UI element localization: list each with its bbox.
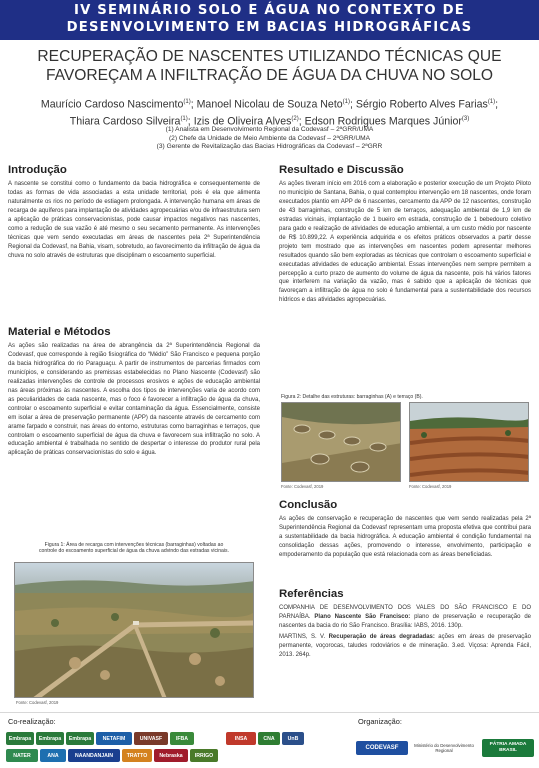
- reference-2: [279, 633, 531, 660]
- author-affil-mark: (2): [291, 115, 299, 122]
- ministry-logo: Ministério do Desenvolvimento Regional: [412, 739, 476, 757]
- aerial-landscape-image: [15, 563, 254, 698]
- organization-label: Organização:: [358, 717, 402, 726]
- author-affil-mark: (1): [487, 99, 496, 105]
- figure-2a-credit: Fonte: Codevasf, 2019: [281, 484, 324, 489]
- author-name: Manoel Nicolau de Souza Neto: [196, 98, 343, 111]
- author-separator: ;: [187, 115, 191, 128]
- author-name: Sérgio Roberto Alves Farias: [355, 98, 488, 111]
- nebraska-logo: Nebraska: [154, 749, 188, 762]
- author-name: Maurício Cardoso Nascimento: [40, 98, 184, 111]
- introduction-text: A nascente se constitui como o fundamento da bacia hidrográfica e consequentemente de todas as formas de vida associadas a esta unidade territorial, pois é ela que alimenta naturalmente os rios no período de estiagem prolongada. A intervenção humana em áreas de recarga de aquíferos para implantação de atividades agropecuárias e/ou de infraestrutura sem a aplicação de práticas conservacionistas, pode causar impactos negativos nas nascentes, como a redução de sua vazão é até mesmo o seu secamento permanente. As intervenções técnicas que vem sendo executadas em áreas de nascentes pela 2ª Superintendência Regional da Codevasf, na Bahia, visam, sobretudo, ao favorecimento da infiltração de água da chuva no solo através de estruturas que disciplinam o escoamento superficial.: [8, 181, 260, 259]
- affiliation-1: (1) Analista em Desenvolvimento Regional da Codevasf – 2ªGRR/UMA: [165, 126, 374, 133]
- references-section: [279, 588, 531, 662]
- results-section: [279, 164, 531, 305]
- methods-heading: Material e Métodos: [8, 326, 111, 338]
- conclusion-heading: Conclusão: [279, 499, 338, 511]
- author-name: Izis de Oliveira Alves: [193, 115, 292, 128]
- tratto-logo: TRATTO: [122, 749, 152, 762]
- unb-logo: UnB: [282, 732, 304, 745]
- conclusion-section: [279, 499, 531, 560]
- figure-2b-terrace-photo: [409, 402, 529, 482]
- conclusion-text: As ações de conservação e recuperação de nascentes que vem sendo realizadas pela 2ª Superintendência Regional da Codevasf representam uma proposta efetiva que contribui para a sustentabilidade da bacia hidrográfica. A educação ambiental é condição fundamental na consolidação dessas ações, promovendo o interesse, envolvimento, participação e empoderamento da população que está relacionada com as áreas beneficiadas.: [279, 516, 531, 558]
- figure-1-aerial-photo: [14, 562, 254, 698]
- author-separator: ;: [190, 98, 194, 111]
- figure-2-caption: Figura 2: Detalhe das estruturas: barraginhas (A) e terraço (B).: [281, 394, 423, 400]
- reference-2-details: ações em áreas de preservação permanente, voçorocas, taludes rodoviários e de mineração. 3.ed. Viçosa: Aprenda Fácil, 2013. 264p.: [279, 633, 531, 658]
- methods-text: As ações são realizadas na área de abrangência da 2ª Superintendência Regional da Codevasf, que corresponde à região fisiográfica do “Médio” São Francisco e pequena porção da bacia hidrográfica do rio Paraguaçu. A partir de instrumentos de parcerias firmados com municípios, e considerando as premissas estabelecidas no Plano Nascente (Codevasf) são realizadas intervenções de controle de processos erosivos e ações de educação ambiental nas áreas próximas às nascentes. A escolha dos tipos de intervenções varia de acordo com as peculiaridades de cada nascente, mas o foco é favorecer a infiltração de água da chuva, controlar o escoamento superficial e evitar contaminação da água. Essencialmente, consiste em isolar a área de preservação permanente (APP) da nascente através de cercamento com arame farpado e construir, nas áreas do entorno, estruturas como barraginhas e terraços, que controlam o escoamento superficial de água da chuva e favorecem sua infiltração no solo. A educação ambiental é trabalhada no sentido de despertar o interesse do produtor rural pela aplicação de práticas conservacionistas do solo e água.: [8, 343, 260, 457]
- banner-line-2: DESENVOLVIMENTO EM BACIAS HIDROGRÁFICAS: [66, 20, 473, 35]
- affiliation-3: (3) Gerente de Revitalização das Bacias Hidrográficas da Codevasf – 2ªGRR: [156, 143, 383, 151]
- reference-1-title: Plano Nascente São Francisco:: [314, 613, 411, 620]
- reference-2-title: Recuperação de áreas degradadas:: [328, 633, 435, 640]
- ifba-logo: IFBA: [170, 732, 194, 745]
- embrapa-logo: Embrapa: [66, 732, 94, 745]
- introduction-heading: Introdução: [8, 164, 67, 176]
- author-separator: ;: [350, 98, 353, 111]
- reference-2-authors: MARTINS, S. V.: [279, 633, 329, 640]
- banner-line-1: IV SEMINÁRIO SOLO E ÁGUA NO CONTEXTO DE: [73, 3, 465, 18]
- introduction-section: [8, 164, 260, 261]
- author-line-1: [0, 95, 539, 112]
- embrapa-logo: Embrapa: [36, 732, 64, 745]
- figure-1-caption: Figura 1: Área de recarga com intervenções técnicas (barraginhas) voltadas ao controle do escoamento superficial de água da chuva advindo das estradas vicinais.: [38, 542, 229, 555]
- author-affil-mark: (1): [180, 115, 188, 122]
- figure-2a-barraginhas-photo: [281, 402, 401, 482]
- results-heading: Resultado e Discussão: [279, 164, 404, 176]
- title-line-2: FAVOREÇAM A INFILTRAÇÃO DE ÁGUA DA CHUVA NO SOLO: [45, 67, 494, 84]
- codevasf-logo: CODEVASF: [356, 741, 408, 755]
- author-name: Edson Rodrigues Marques Júnior: [304, 115, 462, 128]
- title-line-1: RECUPERAÇÃO DE NASCENTES UTILIZANDO TÉCNICAS QUE: [37, 48, 502, 65]
- ana-logo: ANA: [40, 749, 66, 762]
- patria-amada-brasil-logo: PÁTRIA AMADA BRASIL: [482, 739, 534, 757]
- affiliation-list: [0, 126, 539, 152]
- author-separator: ;: [298, 115, 302, 128]
- reference-1-details: plano de preservação e recuperação de nascentes da bacia do rio São Francisco. Brasília: IABS, 2016. 130p.: [279, 613, 531, 629]
- irrigo-logo: IRRIGO: [190, 749, 218, 762]
- naandanjain-logo: NAANDANJAIN: [68, 749, 120, 762]
- author-list: [0, 95, 539, 128]
- nater-logo: NATER: [6, 749, 38, 762]
- poster-title: [0, 47, 539, 85]
- terrace-image: [410, 403, 529, 482]
- author-affil-mark: (3): [461, 115, 470, 122]
- netafim-logo: NETAFIM: [96, 732, 132, 745]
- methods-section: [8, 326, 260, 458]
- author-name: Thiara Cardoso Silveira: [69, 115, 181, 128]
- event-banner: [0, 0, 539, 40]
- affiliation-2: (2) Chefe da Unidade de Meio Ambiente da Codevasf – 2ªGRR/UMA: [168, 134, 371, 142]
- univasf-logo: UNIVASF: [134, 732, 168, 745]
- figure-1-credit: Fonte: Codevasf, 2019: [16, 700, 59, 705]
- figure-2b-credit: Fonte: Codevasf, 2019: [409, 484, 452, 489]
- author-affil-mark: (1): [183, 99, 191, 105]
- results-text: As ações tiveram início em 2016 com a elaboração e posterior execução de um Projeto Piloto no município de Santana, Bahia, o qual contemplou intervenção em 18 nascentes, onde foram executados plantio em APP de 6 nascentes, cercamento da APP de 12 nascentes, construção de 43 barraginhas, construção de 5 km de terraços, adequação ambiental de 1,9 km de estradas vicinais, implantação de 1 bueiro em estrada, construção de 1 bebedouro coletivo para gado e realização de atividades de educação ambiental, a um custo médio por nascente de R$ 10.899,22. A experiência adquirida e os efeitos práticos observados a partir desse projeto tem mostrado que as intervenções em nascentes podem apresentar melhores resultados quando são bem exploradas as técnicas que controlam o escoamento superficial e executadas atividades de educação ambiental. Essas intervenções nem sempre permitem a percepção a curto prazo de aumento do volume de água da nascente, pois há vários fatores que interferem na variação da vazão, mas é sabido que a aplicação de técnicas que favoreçam a infiltração de água no solo é fundamental para a sustentabilidade dos recursos hídricos e das atividades agropecuárias.: [279, 181, 531, 304]
- embrapa-logo: Embrapa: [6, 732, 34, 745]
- insa-logo: INSA: [226, 732, 256, 745]
- reference-1: [279, 604, 531, 631]
- reference-1-authors: COMPANHIA DE DESENVOLVIMENTO DOS VALES DO SÃO FRANCISCO E DO PARNAÍBA.: [279, 605, 531, 620]
- references-heading: Referências: [279, 588, 344, 600]
- barraginhas-image: [282, 403, 401, 482]
- co-realization-label: Co-realização:: [8, 717, 56, 726]
- footer-divider: [0, 712, 539, 713]
- author-affil-mark: (1): [342, 99, 350, 105]
- cna-logo: CNA: [258, 732, 280, 745]
- author-separator: ;: [495, 98, 499, 111]
- figure-1: [8, 542, 260, 555]
